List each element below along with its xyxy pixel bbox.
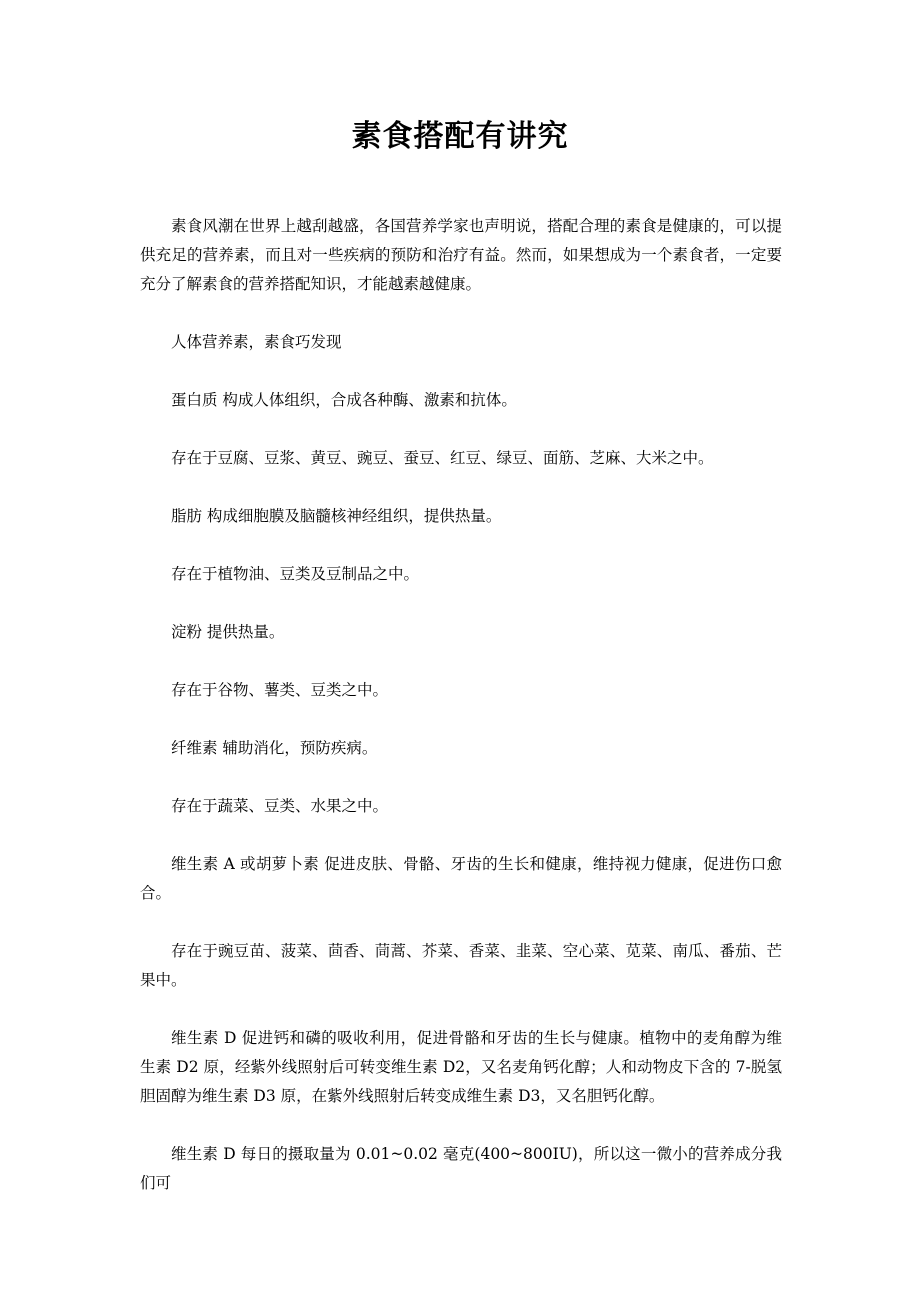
paragraph-intro: 素食风潮在世界上越刮越盛，各国营养学家也声明说，搭配合理的素食是健康的，可以提供充足的营养素，而且对一些疾病的预防和治疗有益。然而，如果想成为一个素食者，一定要充分了解素食的营养搭配知识，才能越素越健康。 — [140, 217, 782, 293]
paragraph-vitamin-a: 维生素 A 或胡萝卜素 促进皮肤、骨骼、牙齿的生长和健康，维持视力健康，促进伤口愈合。 — [140, 855, 782, 902]
paragraph-vitamin-a-sources: 存在于豌豆苗、菠菜、茴香、茼蒿、芥菜、香菜、韭菜、空心菜、苋菜、南瓜、番茄、芒果中。 — [140, 942, 782, 989]
paragraph-fiber: 纤维素 辅助消化，预防疾病。 — [171, 739, 378, 757]
paragraph-starch-sources: 存在于谷物、薯类、豆类之中。 — [171, 681, 389, 699]
paragraph-vitamin-d-intake: 维生素 D 每日的摄取量为 0.01~0.02 毫克(400~800IU)，所以这一微小的营养成分我们可 — [140, 1145, 782, 1192]
page-title: 素食搭配有讲究 — [351, 119, 569, 154]
document-body — [140, 212, 782, 1227]
paragraph-protein: 蛋白质 构成人体组织，合成各种酶、激素和抗体。 — [171, 391, 517, 409]
section-heading: 人体营养素，素食巧发现 — [171, 333, 342, 351]
paragraph-protein-sources: 存在于豆腐、豆浆、黄豆、豌豆、蚕豆、红豆、绿豆、面筋、芝麻、大米之中。 — [171, 449, 714, 467]
paragraph-starch: 淀粉 提供热量。 — [171, 623, 285, 641]
paragraph-fiber-sources: 存在于蔬菜、豆类、水果之中。 — [171, 797, 389, 815]
paragraph-fat-sources: 存在于植物油、豆类及豆制品之中。 — [171, 565, 420, 583]
paragraph-fat: 脂肪 构成细胞膜及脑髓核神经组织，提供热量。 — [171, 507, 502, 525]
paragraph-vitamin-d: 维生素 D 促进钙和磷的吸收利用，促进骨骼和牙齿的生长与健康。植物中的麦角醇为维生素 D2 原，经紫外线照射后可转变维生素 D2，又名麦角钙化醇；人和动物皮下含的 7-脱氢胆固醇为维生素 D3 原，在紫外线照射后转变成维生素 D3，又名胆钙化醇。 — [140, 1029, 782, 1105]
